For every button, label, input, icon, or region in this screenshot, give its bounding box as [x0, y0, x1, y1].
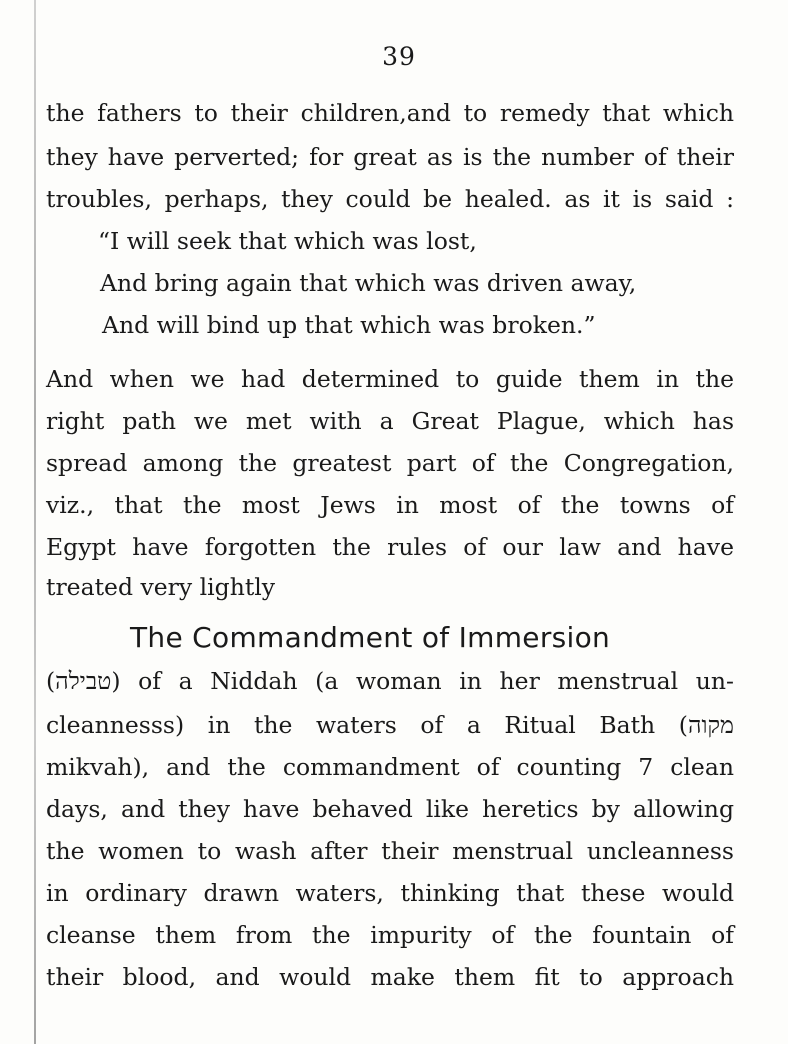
text-line: the fathers to their children,and to remedy that which: [46, 99, 734, 127]
text-line: viz., that the most Jews in most of the towns of: [46, 491, 734, 519]
text-line: their blood, and would make them fit to approach: [46, 963, 734, 991]
text-line: the women to wash after their menstrual uncleanness: [46, 837, 734, 865]
text-line: troubles, perhaps, they could be healed. as it is said :: [46, 185, 734, 213]
text-line: And when we had determined to guide them in the: [46, 365, 734, 393]
text-line: days, and they have behaved like heretics by allowing: [46, 795, 734, 823]
section-heading: The Commandment of Immersion: [130, 621, 611, 654]
text-line: spread among the greatest part of the Congregation,: [46, 449, 734, 477]
page-spine-shadow: [34, 0, 36, 1044]
text-line: mikvah), and the commandment of counting 7 clean: [46, 753, 734, 781]
quote-line: “I will seek that which was lost,: [98, 227, 477, 255]
text-line: (טבילה) of a Niddah (a woman in her menstrual un-: [46, 667, 734, 695]
text-line: cleanse them from the impurity of the fountain of: [46, 921, 734, 949]
text-line: Egypt have forgotten the rules of our law and have: [46, 533, 734, 561]
quote-line: And will bind up that which was broken.”: [102, 311, 596, 339]
text-line: in ordinary drawn waters, thinking that these would: [46, 879, 734, 907]
text-line: treated very lightly: [46, 573, 276, 601]
quote-line: And bring again that which was driven away,: [100, 269, 637, 297]
page-number: 39: [382, 42, 416, 71]
text-line: cleannesss) in the waters of a Ritual Bath (מקוה: [46, 711, 734, 739]
text-line: they have perverted; for great as is the number of their: [46, 143, 734, 171]
text-line: right path we met with a Great Plague, which has: [46, 407, 734, 435]
